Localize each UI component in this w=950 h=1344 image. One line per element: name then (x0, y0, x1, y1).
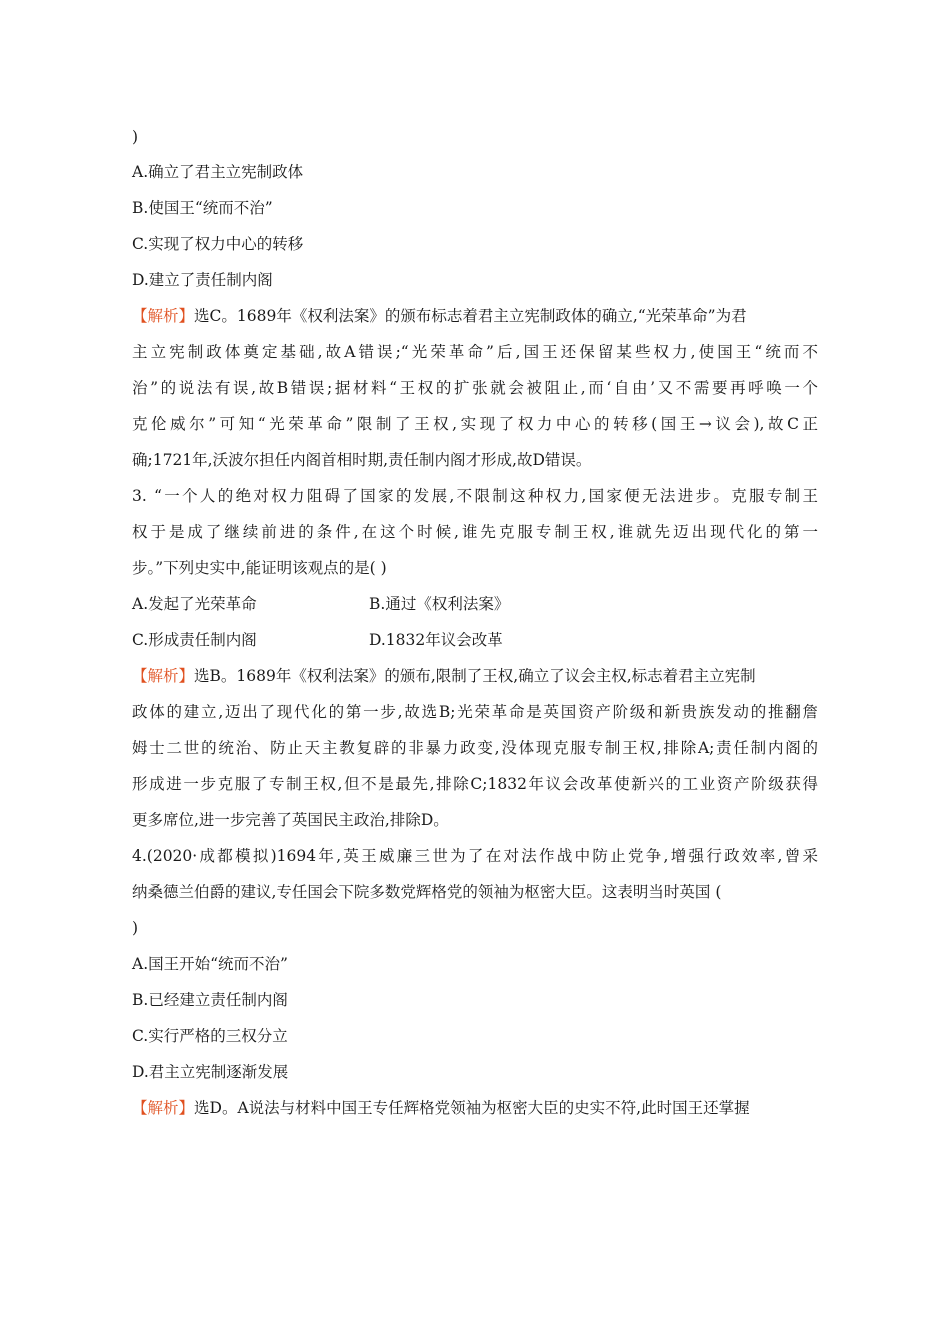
text-line: 步。”下列史实中,能证明该观点的是( ) (132, 559, 387, 577)
options-row (132, 593, 818, 615)
option-c: C.实现了权力中心的转移 (132, 235, 304, 253)
analysis-tag: 【解析】 (132, 1099, 195, 1117)
analysis-text: 选C。1689年《权利法案》的颁布标志着君主立宪制政体的确立,“光荣革命”为君 (194, 307, 747, 325)
text-line: ) (132, 128, 139, 146)
option-d: D.建立了责任制内阁 (132, 271, 273, 289)
option-a: A.确立了君主立宪制政体 (132, 163, 304, 181)
text-line: 姆士二世的统治、防止天主教复辟的非暴力政变,没体现克服专制王权,排除A;责任制内阁的 (132, 739, 818, 757)
option-d: D.君主立宪制逐渐发展 (132, 1063, 289, 1081)
option-c: C.形成责任制内阁 (132, 631, 257, 649)
option-a: A.国王开始“统而不治” (132, 955, 288, 973)
text-line: 克伦威尔”可知“光荣革命”限制了王权,实现了权力中心的转移(国王→议会),故C正 (132, 415, 818, 433)
option-c: C.实行严格的三权分立 (132, 1027, 288, 1045)
text-line: 政体的建立,迈出了现代化的第一步,故选B;光荣革命是英国资产阶级和新贵族发动的推翻詹 (132, 703, 818, 721)
analysis-text: 选D。A说法与材料中国王专任辉格党领袖为枢密大臣的史实不符,此时国王还掌握 (194, 1099, 750, 1117)
option-a: A.发起了光荣革命 (132, 595, 257, 613)
option-d: D.1832年议会改革 (369, 631, 503, 649)
text-line: ) (132, 919, 139, 937)
options-row (132, 629, 818, 651)
text-line: 治”的说法有误,故B错误;据材料“王权的扩张就会被阻止,而‘自由’又不需要再呼唤一个 (132, 379, 818, 397)
analysis-line (132, 1097, 750, 1119)
question-3: 3. “一个人的绝对权力阻碍了国家的发展,不限制这种权力,国家便无法进步。克服专制王 (132, 487, 818, 505)
text-line: 确;1721年,沃波尔担任内阁首相时期,责任制内阁才形成,故D错误。 (132, 451, 592, 469)
text-line: 更多席位,进一步完善了英国民主政治,排除D。 (132, 811, 449, 829)
option-b: B.使国王“统而不治” (132, 199, 273, 217)
text-line: 主立宪制政体奠定基础,故A错误;“光荣革命”后,国王还保留某些权力,使国王“统而不 (132, 343, 818, 361)
analysis-line (132, 305, 747, 327)
analysis-line (132, 665, 756, 687)
analysis-tag: 【解析】 (132, 667, 195, 685)
option-b: B.通过《权利法案》 (369, 595, 510, 613)
text-line: 形成进一步克服了专制王权,但不是最先,排除C;1832年议会改革使新兴的工业资产阶级获得 (132, 775, 818, 793)
text-line: 权于是成了继续前进的条件,在这个时候,谁先克服专制王权,谁就先迈出现代化的第一 (132, 523, 818, 541)
question-4: 4.(2020·成都模拟)1694年,英王威廉三世为了在对法作战中防止党争,增强行政效率,曾采 (132, 847, 818, 865)
analysis-tag: 【解析】 (132, 307, 195, 325)
analysis-text: 选B。1689年《权利法案》的颁布,限制了王权,确立了议会主权,标志着君主立宪制 (194, 667, 756, 685)
option-b: B.已经建立责任制内阁 (132, 991, 288, 1009)
text-line: 纳桑德兰伯爵的建议,专任国会下院多数党辉格党的领袖为枢密大臣。这表明当时英国 ( (132, 883, 722, 901)
